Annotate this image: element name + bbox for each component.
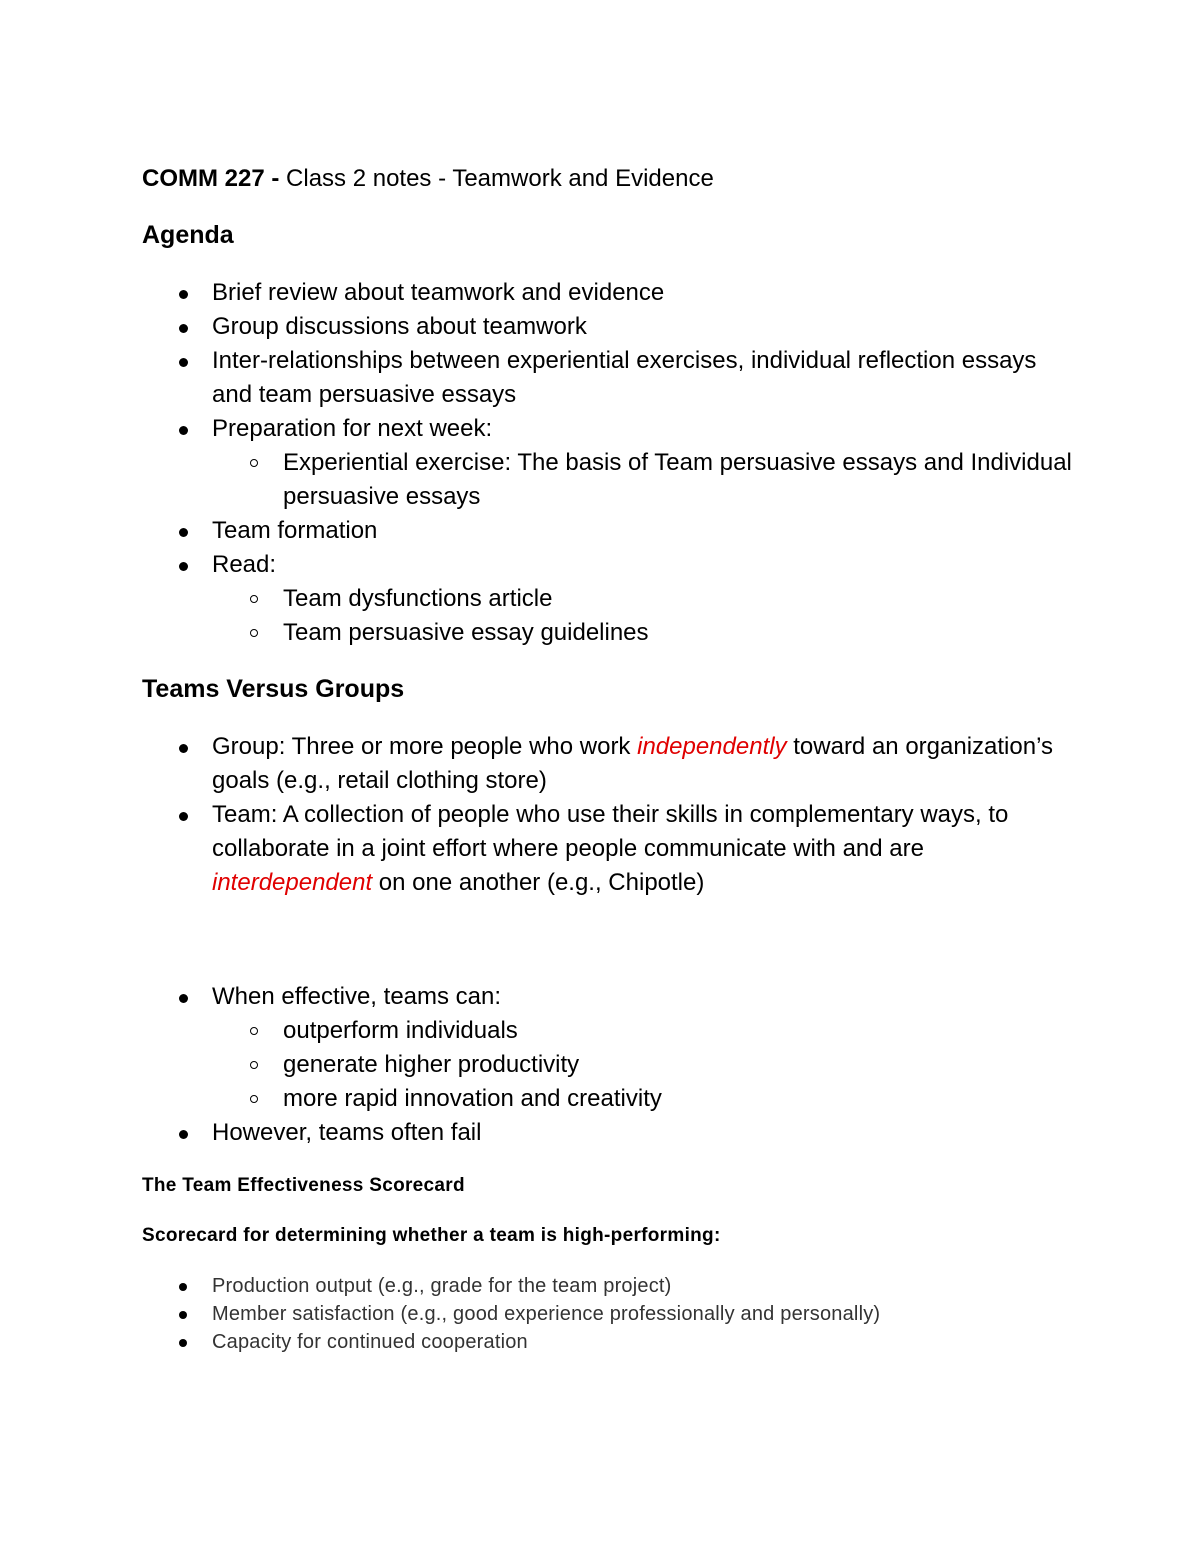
definitions-list (142, 730, 1082, 900)
agenda-subitem: Experiential exercise: The basis of Team persuasive essays and Individual persuasive essays (212, 446, 1082, 514)
group-text: Group: Three or more people who work (212, 733, 638, 760)
agenda-item: Inter-relationships between experiential exercises, individual reflection essays and team persuasive essays (142, 344, 1082, 412)
team-text: Team: A collection of people who use their skills in complementary ways, to collaborate in a joint effort where people communicate with and are (212, 801, 1009, 862)
page-title (142, 162, 1082, 196)
agenda-subitem: Team dysfunctions article (212, 582, 1082, 616)
agenda-item-label: Read: (212, 551, 277, 578)
title-rest: Class 2 notes - Teamwork and Evidence (279, 165, 714, 192)
list-subitem: generate higher productivity (212, 1048, 1082, 1082)
effectiveness-list (142, 980, 1082, 1150)
list-subitem: more rapid innovation and creativity (212, 1082, 1082, 1116)
list-item: However, teams often fail (142, 1116, 1082, 1150)
emphasis-interdependent: interdependent (212, 869, 373, 896)
list-item: Member satisfaction (e.g., good experience professionally and personally) (142, 1300, 1082, 1328)
team-definition (142, 798, 1082, 900)
group-text-end: toward an organization’s goals (e.g., retail clothing store) (212, 733, 1053, 794)
blank-line (142, 900, 1082, 980)
list-item: Production output (e.g., grade for the team project) (142, 1272, 1082, 1300)
agenda-item: Brief review about teamwork and evidence (142, 276, 1082, 310)
effective-sublist (212, 1014, 1082, 1116)
list-subitem: outperform individuals (212, 1014, 1082, 1048)
agenda-item-label: Preparation for next week: (212, 415, 493, 442)
agenda-item (142, 548, 1082, 650)
teams-vs-groups-heading: Teams Versus Groups (142, 675, 405, 703)
agenda-item (142, 412, 1082, 514)
team-text-end: on one another (e.g., Chipotle) (372, 869, 705, 896)
list-item (142, 980, 1082, 1116)
agenda-list (142, 276, 1082, 650)
agenda-sublist (212, 446, 1082, 514)
scorecard-subheading: Scorecard for determining whether a team is high-performing: (142, 1225, 721, 1246)
emphasis-independently: independently (637, 733, 787, 760)
scorecard-list (142, 1272, 1082, 1356)
course-code: COMM 227 - (142, 165, 280, 192)
agenda-heading: Agenda (142, 221, 234, 249)
scorecard-heading: The Team Effectiveness Scorecard (142, 1175, 465, 1196)
list-item: Capacity for continued cooperation (142, 1328, 1082, 1356)
document-body (142, 162, 1082, 1356)
agenda-sublist (212, 582, 1082, 650)
when-effective-label: When effective, teams can: (212, 983, 502, 1010)
agenda-subitem: Team persuasive essay guidelines (212, 616, 1082, 650)
agenda-item: Group discussions about teamwork (142, 310, 1082, 344)
group-definition (142, 730, 1082, 798)
agenda-item: Team formation (142, 514, 1082, 548)
